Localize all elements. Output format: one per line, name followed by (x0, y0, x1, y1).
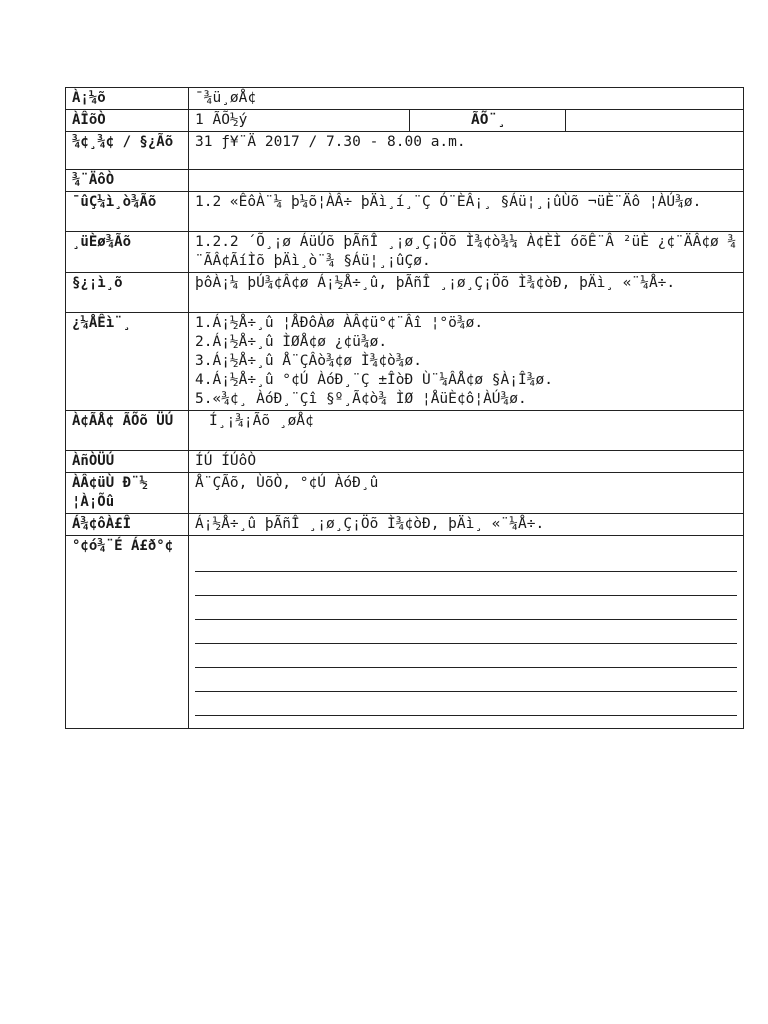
reflection-line (195, 596, 737, 620)
value-teaching-aids: Å¨ÇÃõ, ÙõÒ, °¢Ú ÀóÐ¸û (189, 473, 744, 514)
label-learning-standard: ¸üÈø¾Ãõ (66, 232, 189, 273)
label-reflection: °¢ó¾¨É Á£ð°¢ (66, 536, 189, 729)
row-date (66, 132, 744, 170)
label-assessment: Á¾¢ôÀ£Î (66, 514, 189, 536)
lesson-plan-table (65, 87, 744, 729)
row-objective (66, 273, 744, 313)
activities-list (189, 313, 744, 411)
label-cross-curricular: À¢ÃÅ¢ ÃÕõ ÜÚ (66, 411, 189, 451)
value-cross-curricular: Í¸¡¾¡Ãõ ¸øÅ¢ (189, 411, 744, 451)
label-time: ÃÕ¨¸ (410, 110, 566, 131)
value-values: ÍÚ ÍÚôÒ (189, 451, 744, 473)
reflection-line (195, 644, 737, 668)
reflection-line (195, 572, 737, 596)
row-subject (66, 88, 744, 110)
value-class: 1 ÃÕ½ý (189, 110, 410, 131)
lesson-plan-sheet (65, 87, 744, 729)
label-title: ¾¨ÄôÒ (66, 170, 189, 192)
reflection-line (195, 620, 737, 644)
row-content-standard (66, 192, 744, 232)
label-values: ÀñÒÜÚ (66, 451, 189, 473)
activity-item-3: 3.Á¡½Å÷¸û Å¨ÇÂò¾¢ø Ì¾¢ò¾ø. (195, 353, 422, 369)
row-title (66, 170, 744, 192)
label-class: ÀÎõÒ (66, 110, 189, 132)
label-activities: ¿¼ÅÊì¨¸ (66, 313, 189, 411)
label-content-standard: ¯ûÇ¼ì¸ò¾Ãõ (66, 192, 189, 232)
value-learning-standard: 1.2.2 ´Õ¸¡ø ÁüÚõ þÃñÎ ¸¡ø¸Ç¡Öõ Ì¾¢ò¾¼ À¢ÈÌ óõÊ¨Â ²üÈ ¿¢¨ÄÂ¢ø ¾¨ÃÂ¢ÃíÌõ þÄì¸ò¨¾ §Áü¦¸¡ûÇø. (189, 232, 744, 273)
value-subject: ¯¾ü¸øÅ¢ (189, 88, 744, 110)
reflection-line (195, 692, 737, 716)
value-title (189, 170, 744, 192)
value-assessment: Á¡½Å÷¸û þÃñÎ ¸¡ø¸Ç¡Öõ Ì¾¢òÐ, þÄì¸ «¨¼Å÷. (189, 514, 744, 536)
activity-item-5: 5.«¾¢¸ ÀóÐ¸¨Çî §º¸Ã¢ò¾ ÌØ ¦ÅüÈ¢ô¦ÀÚ¾ø. (195, 391, 527, 407)
label-date: ¾¢¸¾¢ / §¿Ãõ (66, 132, 189, 170)
value-objective: þôÀ¡¼ þÚ¾¢Â¢ø Á¡½Å÷¸û, þÃñÎ ¸¡ø¸Ç¡Öõ Ì¾¢òÐ, þÄì¸ «¨¼Å÷. (189, 273, 744, 313)
row-values (66, 451, 744, 473)
reflection-line (195, 668, 737, 692)
row-activities (66, 313, 744, 411)
value-date: 31 ƒ¥¨Ä 2017 / 7.30 - 8.00 a.m. (189, 132, 744, 170)
row-assessment (66, 514, 744, 536)
label-objective: §¿¡ì¸õ (66, 273, 189, 313)
row-learning-standard (66, 232, 744, 273)
label-subject: À¡¼õ (66, 88, 189, 110)
row-class (66, 110, 744, 132)
activity-item-1: 1.Á¡½Å÷¸û ¦ÅÐôÀø ÀÂ¢ü°¢¨Âî ¦°ö¾ø. (195, 315, 484, 331)
row-reflection (66, 536, 744, 729)
row-teaching-aids (66, 473, 744, 514)
reflection-area (189, 536, 744, 729)
activity-item-2: 2.Á¡½Å÷¸û ÌØÅ¢ø ¿¢ü¾ø. (195, 334, 388, 350)
activity-item-4: 4.Á¡½Å÷¸û °¢Ú ÀóÐ¸¨Ç ±ÎòÐ Ù¨¼ÂÅ¢ø §À¡Î¾ø. (195, 372, 553, 388)
label-teaching-aids: ÀÂ¢üÙ Ð¨½ ¦À¡Õû (66, 473, 189, 514)
value-content-standard: 1.2 «ÊôÀ¨¼ þ¼õ¦ÀÂ÷ þÄì¸í¸¨Ç Ó¨ÈÂ¡¸ §Áü¦¸¡ûÙõ ¬üÈ¨Äô ¦ÀÚ¾ø. (189, 192, 744, 232)
value-time (566, 110, 743, 131)
reflection-line (195, 548, 737, 572)
row-cross-curricular (66, 411, 744, 451)
